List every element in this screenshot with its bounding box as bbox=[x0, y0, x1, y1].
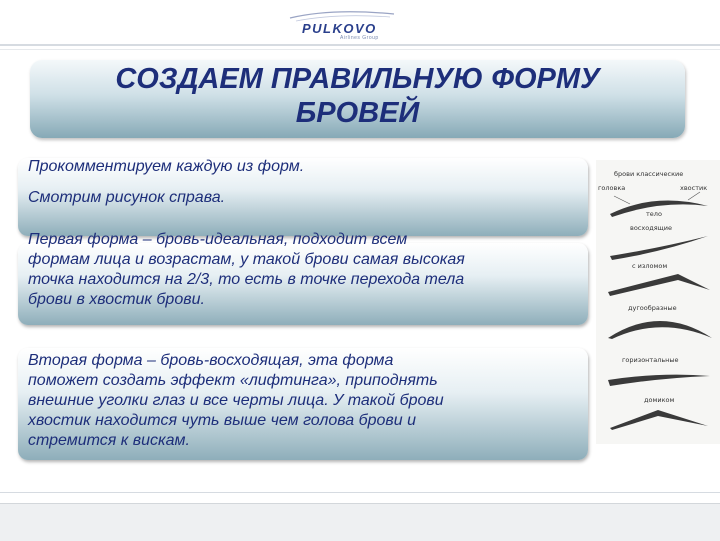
brow-horizontal-icon bbox=[600, 362, 718, 392]
slide-title bbox=[30, 62, 685, 130]
label-body: тело bbox=[646, 210, 662, 218]
label-horizontal: горизонтальные bbox=[622, 356, 679, 364]
ideal-form-line: брови в хвостик брови. bbox=[28, 291, 205, 308]
label-head: головка bbox=[598, 184, 626, 192]
ideal-form-line: формам лица и возрастам, у такой брови самая высокая bbox=[28, 251, 465, 268]
header-rule bbox=[0, 44, 720, 46]
label-house: домиком bbox=[644, 396, 675, 404]
label-tail: хвостик bbox=[680, 184, 708, 192]
rising-form-line: внешние уголки глаз и все черты лица. У такой брови bbox=[28, 392, 444, 409]
ideal-form-line: Первая форма – бровь-идеальная, подходит всем bbox=[28, 231, 408, 248]
brow-arched-icon bbox=[600, 310, 718, 340]
title-line-2: БРОВЕЙ bbox=[295, 97, 420, 129]
label-rising: восходящие bbox=[630, 224, 672, 232]
footer-band bbox=[0, 503, 720, 541]
brow-kinked-icon bbox=[600, 268, 718, 298]
rising-form-line: поможет создать эффект «лифтинга», приподнять bbox=[28, 372, 438, 389]
brow-rising-icon bbox=[600, 232, 718, 262]
brow-house-icon bbox=[600, 402, 718, 432]
label-classic: брови классические bbox=[614, 170, 684, 178]
footer-rule bbox=[0, 492, 720, 493]
rising-form-line: стремится к вискам. bbox=[28, 432, 190, 449]
rising-form-line: Вторая форма – бровь-восходящая, эта форма bbox=[28, 352, 394, 369]
intro-text-1: Прокомментируем каждую из форм. bbox=[28, 158, 305, 175]
ideal-form-line: точка находится на 2/3, то есть в точке перехода тела bbox=[28, 271, 465, 288]
rising-form-text bbox=[28, 351, 588, 451]
intro-text-2: Смотрим рисунок справа. bbox=[28, 189, 226, 206]
header-rule-thin bbox=[0, 49, 720, 50]
rising-form-line: хвостик находится чуть выше чем голова брови и bbox=[28, 412, 416, 429]
ideal-form-text bbox=[28, 230, 588, 310]
logo-subtext: Airlines Group bbox=[340, 35, 379, 41]
label-arched: дугообразные bbox=[628, 304, 677, 312]
logo-text: PULKOVO bbox=[302, 21, 377, 36]
title-line-1: СОЗДАЕМ ПРАВИЛЬНУЮ ФОРМУ bbox=[115, 63, 600, 95]
label-kinked: с изломом bbox=[632, 262, 668, 270]
